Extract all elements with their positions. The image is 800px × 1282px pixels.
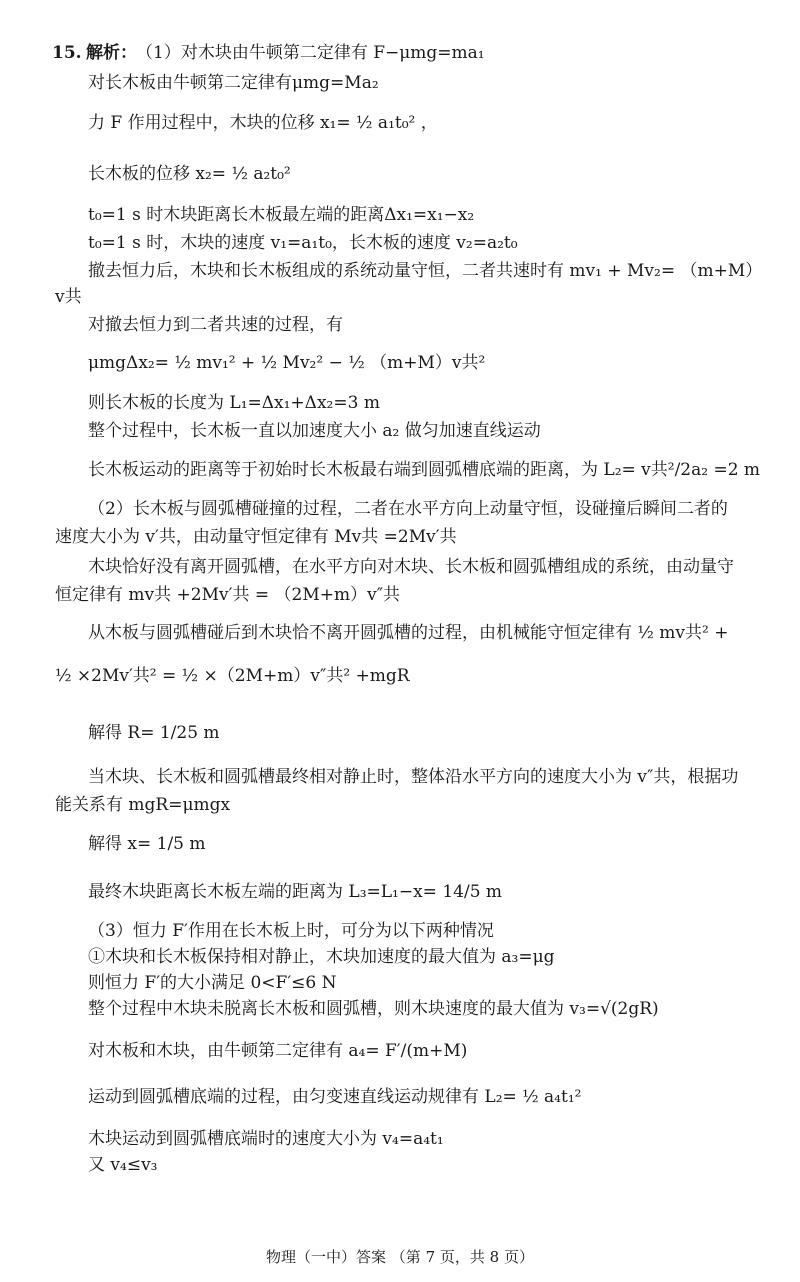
- line-15: 速度大小为 v′共，由动量守恒定律有 Mv共 =2Mv′共: [55, 527, 457, 547]
- line-28: 整个过程中木块未脱离长木板和圆弧槽，则木块速度的最大值为 v₃=√(2gR): [88, 999, 659, 1019]
- page-footer: 物理（一中）答案 （第 7 页，共 8 页）: [266, 1248, 534, 1266]
- line-9: 对撤去恒力到二者共速的过程，有: [88, 315, 343, 335]
- line-18: 从木板与圆弧槽碰后到木块恰不离开圆弧槽的过程，由机械能守恒定律有 ½ mv共² +: [88, 623, 729, 643]
- line-13: 长木板运动的距离等于初始时长木板最右端到圆弧槽底端的距离，为 L₂= v共²/2a₂ =2 m: [88, 460, 761, 480]
- line-27: 则恒力 F′的大小满足 0<F′≤6 N: [88, 973, 337, 993]
- line-12: 整个过程中，长木板一直以加速度大小 a₂ 做匀加速直线运动: [88, 421, 541, 441]
- line-30: 运动到圆弧槽底端的过程，由匀变速直线运动规律有 L₂= ½ a₄t₁²: [88, 1087, 582, 1107]
- line-20: 解得 R= 1/25 m: [88, 723, 220, 743]
- line-21: 当木块、长木板和圆弧槽最终相对静止时，整体沿水平方向的速度大小为 v″共，根据功: [88, 767, 739, 787]
- problem-number: 15.: [52, 43, 82, 63]
- line-10: μmgΔx₂= ½ mv₁² + ½ Mv₂² − ½ （m+M）v共²: [88, 353, 486, 373]
- line-23: 解得 x= 1/5 m: [88, 834, 206, 854]
- line-2: 对长木板由牛顿第二定律有μmg=Ma₂: [88, 73, 379, 93]
- line-25: （3）恒力 F′作用在长木板上时，可分为以下两种情况: [88, 921, 494, 941]
- line-17: 恒定律有 mv共 +2Mv′共 = （2M+m）v″共: [55, 585, 401, 605]
- line-32: 又 v₄≤v₃: [88, 1155, 158, 1175]
- line-29: 对木板和木块，由牛顿第二定律有 a₄= F′/(m+M): [88, 1041, 468, 1061]
- line-24: 最终木块距离长木板左端的距离为 L₃=L₁−x= 14/5 m: [88, 882, 503, 902]
- line-5: t₀=1 s 时木块距离长木板最左端的距离Δx₁=x₁−x₂: [88, 205, 475, 225]
- line-22: 能关系有 mgR=μmgx: [55, 795, 231, 815]
- analysis-label: 解析：: [86, 43, 137, 63]
- line-3: 力 F 作用过程中，木块的位移 x₁= ½ a₁t₀² ，: [88, 113, 438, 133]
- line-19: ½ ×2Mv′共² = ½ ×（2M+m）v″共² +mgR: [55, 666, 410, 686]
- line-6: t₀=1 s 时，木块的速度 v₁=a₁t₀，长木板的速度 v₂=a₂t₀: [88, 233, 518, 253]
- line-31: 木块运动到圆弧槽底端时的速度大小为 v₄=a₄t₁: [88, 1129, 444, 1149]
- line-16: 木块恰好没有离开圆弧槽，在水平方向对木块、长木板和圆弧槽组成的系统，由动量守: [88, 557, 734, 577]
- line-8: v共: [55, 287, 82, 307]
- line-7: 撤去恒力后，木块和长木板组成的系统动量守恒，二者共速时有 mv₁ + Mv₂= （m+M）: [88, 261, 763, 281]
- line-14: （2）长木板与圆弧槽碰撞的过程，二者在水平方向上动量守恒，设碰撞后瞬间二者的: [88, 499, 728, 519]
- line-11: 则长木板的长度为 L₁=Δx₁+Δx₂=3 m: [88, 393, 380, 413]
- line-1: （1）对木块由牛顿第二定律有 F−μmg=ma₁: [136, 43, 485, 63]
- line-4: 长木板的位移 x₂= ½ a₂t₀²: [88, 164, 291, 184]
- line-26: ①木块和长木板保持相对静止，木块加速度的最大值为 a₃=μg: [88, 947, 555, 967]
